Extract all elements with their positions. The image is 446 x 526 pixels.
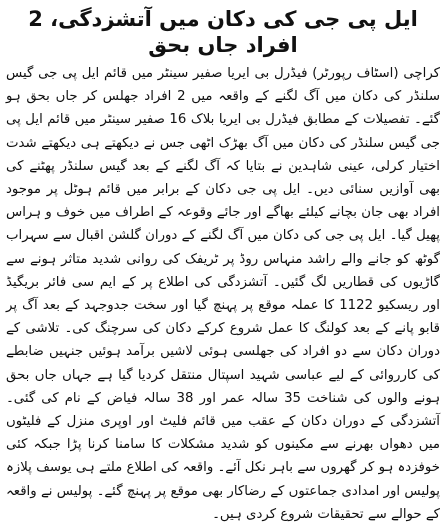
news-article: [6, 0, 440, 522]
article-headline: ایل پی جی کی دکان میں آتشزدگی، 2 افراد جاں بحق: [28, 7, 418, 57]
article-body: کراچی (اسٹاف رپورٹر) فیڈرل بی ایریا صفیر سینٹر میں قائم ایل پی جی گیس سلنڈر کی دکان میں آگ لگنے کے واقعہ میں 2 افراد جھلس کر جاں بحق ہو گئے۔ تفصیلات کے مطابق فیڈرل بی ایریا بلاک 16 صفیر سینٹر میں قائم ایل پی جی گیس سلنڈر کی دکان میں آگ بھڑک اٹھی جس نے دیکھتے ہی دیکھتے شدت اختیار کرلی، عینی شاہدین نے بتایا کہ آگ لگنے کے بعد گیس سلنڈر پھٹنے کی بھی آوازیں سنائی دیں۔ ایل پی جی دکان کے برابر میں قائم ہوٹل پر موجود افراد بھی جان بچانے کیلئے بھاگے اور جائے وقوعہ کے اطراف میں خوف و ہراس پھیل گیا۔ ایل پی جی کی دکان میں آگ لگنے کے دوران گلشن اقبال سے سہراب گوٹھ کو جانے والے راشد منہاس روڈ پر ٹریفک کی روانی شدید متاثر ہونے سے گاڑیوں کی قطاریں لگ گئیں۔ آتشزدگی کی اطلاع پر کے ایم سی فائر بریگیڈ اور ریسکیو 1122 کا عملہ موقع پر پہنچ گیا اور سخت جدوجہد کے بعد آگ پر قابو پانے کے بعد کولنگ کا عمل شروع کرکے دکان کی سرچنگ کی۔ تلاشی کے دوران دکان سے دو افراد کی جھلسی ہوئی لاشیں برآمد ہوئیں جنہیں ضابطے کی کارروائی کے لیے عباسی شہید اسپتال منتقل کردیا گیا ہے جہاں جاں بحق ہونے والوں کی شناخت 35 سالہ عمر اور 38 سالہ فیاض کے نام کی گئی۔ آتشزدگی کے دوران دکان کے عقب میں قائم فلیٹ اور اوپری منزل کے فلیٹوں میں دھواں بھرنے سے مکینوں کو شدید مشکلات کا سامنا کرنا پڑا جبکہ کئی خوفزدہ ہو کر گھروں سے باہر نکل آئے۔ واقعہ کی اطلاع ملتے ہی یوسف پلازہ پولیس اور امدادی جماعتوں کے رضاکار بھی موقع پر پہنچ گئے۔ پولیس نے واقعہ کے حوالے سے تحقیقات شروع کردی ہیں۔: [6, 66, 440, 522]
